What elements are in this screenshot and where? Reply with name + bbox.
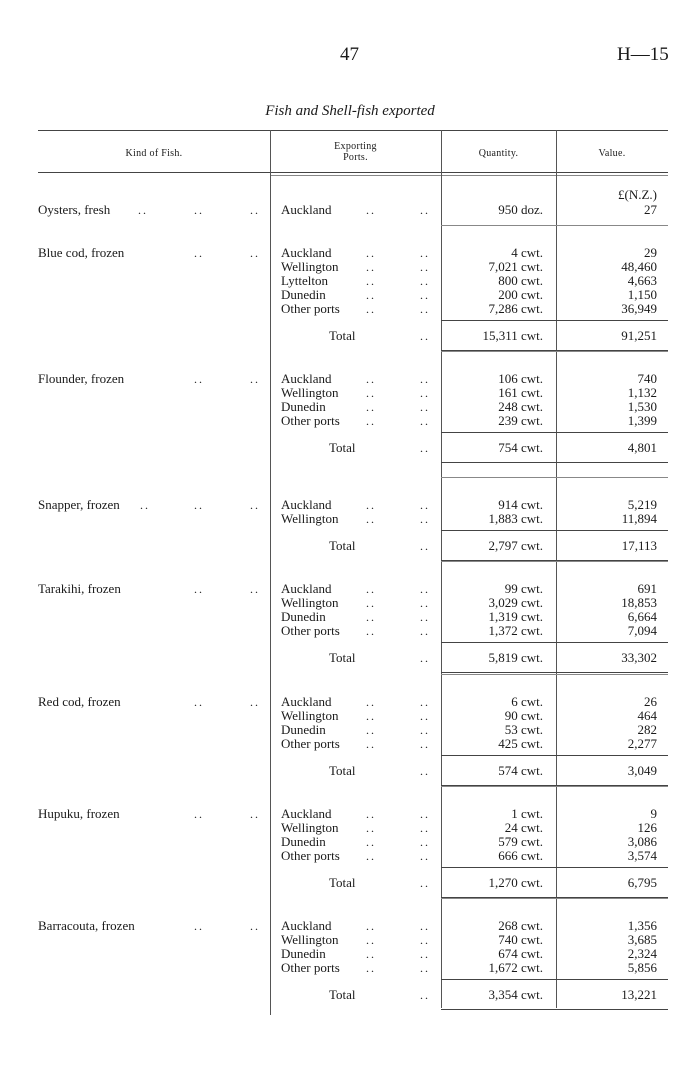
port-leader-dots: .. xyxy=(420,596,430,610)
value-cell: 691 xyxy=(637,581,657,596)
port-leader-dots: .. xyxy=(420,919,430,933)
quantity-cell: 99 cwt. xyxy=(504,581,543,596)
total-leader-dots: .. xyxy=(420,876,430,890)
column-separator-quantity xyxy=(441,130,442,1008)
value-cell: 126 xyxy=(637,820,657,835)
group-top-rule xyxy=(441,225,668,226)
quantity-cell: 800 cwt. xyxy=(498,273,543,288)
value-cell: 36,949 xyxy=(621,301,657,316)
port-name: Dunedin xyxy=(281,946,326,961)
port-name: Wellington xyxy=(281,932,339,947)
total-top-rule xyxy=(441,755,668,756)
port-leader-dots: .. xyxy=(366,582,376,596)
value-cell: 11,894 xyxy=(621,511,657,526)
quantity-cell: 7,286 cwt. xyxy=(488,301,543,316)
total-quantity: 1,270 cwt. xyxy=(488,875,543,890)
value-cell: 1,132 xyxy=(627,385,657,400)
port-leader-dots: .. xyxy=(420,582,430,596)
quantity-cell: 1,372 cwt. xyxy=(488,623,543,638)
column-heading-kind: Kind of Fish. xyxy=(125,148,183,159)
quantity-cell: 6 cwt. xyxy=(511,694,543,709)
total-leader-dots: .. xyxy=(420,539,430,553)
port-leader-dots: .. xyxy=(366,933,376,947)
kind-leader-dots: .. xyxy=(194,695,204,709)
quantity-cell: 3,029 cwt. xyxy=(488,595,543,610)
kind-leader-dots: .. xyxy=(250,498,260,512)
port-leader-dots: .. xyxy=(366,961,376,975)
table-top-rule xyxy=(38,130,668,131)
total-quantity: 754 cwt. xyxy=(498,440,543,455)
port-leader-dots: .. xyxy=(366,709,376,723)
kind-leader-dots: .. xyxy=(250,372,260,386)
total-value: 91,251 xyxy=(621,328,657,343)
port-name: Other ports xyxy=(281,848,340,863)
value-cell: 1,399 xyxy=(627,413,657,428)
total-label: Total xyxy=(329,875,356,890)
port-leader-dots: .. xyxy=(366,919,376,933)
port-leader-dots: .. xyxy=(420,947,430,961)
port-leader-dots: .. xyxy=(366,947,376,961)
port-leader-dots: .. xyxy=(420,372,430,386)
kind-leader-dots: .. xyxy=(194,203,204,217)
port-name: Other ports xyxy=(281,736,340,751)
value-cell: 3,685 xyxy=(627,932,657,947)
kind-leader-dots: .. xyxy=(250,695,260,709)
column-separator-value xyxy=(556,130,557,1008)
value-cell: 3,086 xyxy=(627,834,657,849)
quantity-cell: 425 cwt. xyxy=(498,736,543,751)
quantity-cell: 950 doz. xyxy=(498,202,543,217)
total-leader-dots: .. xyxy=(420,329,430,343)
port-leader-dots: .. xyxy=(420,400,430,414)
port-leader-dots: .. xyxy=(366,400,376,414)
total-value: 33,302 xyxy=(621,650,657,665)
port-leader-dots: .. xyxy=(420,386,430,400)
port-leader-dots: .. xyxy=(366,288,376,302)
port-name: Wellington xyxy=(281,595,339,610)
port-leader-dots: .. xyxy=(420,302,430,316)
quantity-cell: 90 cwt. xyxy=(504,708,543,723)
document-reference: H—15 xyxy=(617,44,669,65)
total-quantity: 5,819 cwt. xyxy=(488,650,543,665)
total-leader-dots: .. xyxy=(420,441,430,455)
total-quantity: 2,797 cwt. xyxy=(488,538,543,553)
kind-leader-dots: .. xyxy=(250,919,260,933)
value-cell: 5,219 xyxy=(627,497,657,512)
port-name: Auckland xyxy=(281,497,332,512)
port-name: Auckland xyxy=(281,245,332,260)
total-label: Total xyxy=(329,763,356,778)
port-leader-dots: .. xyxy=(420,246,430,260)
port-leader-dots: .. xyxy=(420,498,430,512)
port-leader-dots: .. xyxy=(366,610,376,624)
port-leader-dots: .. xyxy=(366,274,376,288)
quantity-cell: 24 cwt. xyxy=(504,820,543,835)
port-leader-dots: .. xyxy=(366,723,376,737)
quantity-cell: 200 cwt. xyxy=(498,287,543,302)
port-name: Dunedin xyxy=(281,609,326,624)
group-top-rule xyxy=(441,786,668,787)
port-leader-dots: .. xyxy=(420,414,430,428)
port-leader-dots: .. xyxy=(366,512,376,526)
port-leader-dots: .. xyxy=(420,610,430,624)
port-name: Wellington xyxy=(281,820,339,835)
quantity-cell: 740 cwt. xyxy=(498,932,543,947)
quantity-cell: 1,883 cwt. xyxy=(488,511,543,526)
kind-leader-dots: .. xyxy=(194,246,204,260)
value-cell: 26 xyxy=(644,694,657,709)
port-leader-dots: .. xyxy=(366,737,376,751)
port-leader-dots: .. xyxy=(420,260,430,274)
column-heading-value: Value. xyxy=(598,148,626,159)
total-bottom-rule xyxy=(441,672,668,673)
port-name: Other ports xyxy=(281,301,340,316)
value-cell: 3,574 xyxy=(627,848,657,863)
port-leader-dots: .. xyxy=(366,203,376,217)
total-leader-dots: .. xyxy=(420,651,430,665)
total-top-rule xyxy=(441,530,668,531)
quantity-cell: 1,319 cwt. xyxy=(488,609,543,624)
kind-leader-dots: .. xyxy=(138,203,148,217)
port-name: Auckland xyxy=(281,806,332,821)
value-cell: 9 xyxy=(650,806,657,821)
value-cell: 464 xyxy=(637,708,657,723)
value-cell: 48,460 xyxy=(621,259,657,274)
quantity-cell: 248 cwt. xyxy=(498,399,543,414)
column-heading-ports-line2: Ports. xyxy=(343,152,368,163)
group-top-rule xyxy=(441,351,668,352)
port-leader-dots: .. xyxy=(366,835,376,849)
port-leader-dots: .. xyxy=(420,933,430,947)
port-leader-dots: .. xyxy=(420,723,430,737)
quantity-cell: 1,672 cwt. xyxy=(488,960,543,975)
value-cell: 740 xyxy=(637,371,657,386)
total-bottom-rule xyxy=(441,1009,668,1010)
fish-kind: Flounder, frozen xyxy=(38,371,125,386)
port-leader-dots: .. xyxy=(366,498,376,512)
port-leader-dots: .. xyxy=(366,386,376,400)
quantity-cell: 7,021 cwt. xyxy=(488,259,543,274)
value-cell: 5,856 xyxy=(627,960,657,975)
header-bottom-rule-2 xyxy=(270,175,668,176)
value-cell: 7,094 xyxy=(627,623,657,638)
port-leader-dots: .. xyxy=(420,288,430,302)
total-quantity: 3,354 cwt. xyxy=(488,987,543,1002)
port-name: Dunedin xyxy=(281,722,326,737)
quantity-cell: 914 cwt. xyxy=(498,497,543,512)
value-cell: 4,663 xyxy=(627,273,657,288)
port-name: Wellington xyxy=(281,385,339,400)
port-name: Other ports xyxy=(281,960,340,975)
quantity-cell: 106 cwt. xyxy=(498,371,543,386)
kind-leader-dots: .. xyxy=(250,807,260,821)
value-cell: 6,664 xyxy=(627,609,657,624)
port-leader-dots: .. xyxy=(420,835,430,849)
value-cell: 2,277 xyxy=(627,736,657,751)
port-leader-dots: .. xyxy=(420,807,430,821)
fish-kind: Blue cod, frozen xyxy=(38,245,125,260)
value-cell: 29 xyxy=(644,245,657,260)
total-top-rule xyxy=(441,979,668,980)
port-name: Dunedin xyxy=(281,399,326,414)
total-top-rule xyxy=(441,867,668,868)
total-top-rule xyxy=(441,320,668,321)
port-name: Auckland xyxy=(281,202,332,217)
port-name: Auckland xyxy=(281,581,332,596)
port-name: Auckland xyxy=(281,694,332,709)
quantity-cell: 579 cwt. xyxy=(498,834,543,849)
kind-leader-dots: .. xyxy=(250,246,260,260)
group-top-rule xyxy=(441,898,668,899)
port-name: Auckland xyxy=(281,918,332,933)
group-top-rule xyxy=(441,674,668,675)
port-leader-dots: .. xyxy=(366,807,376,821)
total-label: Total xyxy=(329,538,356,553)
header-bottom-rule xyxy=(38,172,668,173)
quantity-cell: 161 cwt. xyxy=(498,385,543,400)
port-name: Lyttelton xyxy=(281,273,328,288)
total-label: Total xyxy=(329,440,356,455)
kind-leader-dots: .. xyxy=(140,498,150,512)
total-value: 6,795 xyxy=(627,875,657,890)
port-name: Dunedin xyxy=(281,287,326,302)
fish-kind: Snapper, frozen xyxy=(38,497,120,512)
port-leader-dots: .. xyxy=(366,596,376,610)
quantity-cell: 1 cwt. xyxy=(511,806,543,821)
port-leader-dots: .. xyxy=(420,737,430,751)
quantity-cell: 268 cwt. xyxy=(498,918,543,933)
port-leader-dots: .. xyxy=(366,302,376,316)
port-name: Other ports xyxy=(281,623,340,638)
kind-leader-dots: .. xyxy=(250,582,260,596)
total-bottom-rule xyxy=(441,462,668,463)
total-label: Total xyxy=(329,328,356,343)
column-heading-quantity: Quantity. xyxy=(478,148,519,159)
page-number: 47 xyxy=(340,44,359,65)
total-leader-dots: .. xyxy=(420,764,430,778)
kind-leader-dots: .. xyxy=(194,372,204,386)
total-value: 4,801 xyxy=(627,440,657,455)
total-quantity: 574 cwt. xyxy=(498,763,543,778)
quantity-cell: 53 cwt. xyxy=(504,722,543,737)
port-leader-dots: .. xyxy=(420,274,430,288)
currency-label: £(N.Z.) xyxy=(618,187,657,202)
port-leader-dots: .. xyxy=(366,260,376,274)
group-top-rule xyxy=(441,561,668,562)
value-cell: 1,356 xyxy=(627,918,657,933)
port-leader-dots: .. xyxy=(366,849,376,863)
value-cell: 282 xyxy=(637,722,657,737)
port-leader-dots: .. xyxy=(420,624,430,638)
value-cell: 1,150 xyxy=(627,287,657,302)
total-leader-dots: .. xyxy=(420,988,430,1002)
port-leader-dots: .. xyxy=(420,961,430,975)
port-leader-dots: .. xyxy=(420,709,430,723)
port-name: Dunedin xyxy=(281,834,326,849)
value-cell: 2,324 xyxy=(627,946,657,961)
quantity-cell: 674 cwt. xyxy=(498,946,543,961)
port-leader-dots: .. xyxy=(366,372,376,386)
quantity-cell: 4 cwt. xyxy=(511,245,543,260)
fish-kind: Oysters, fresh xyxy=(38,202,111,217)
port-leader-dots: .. xyxy=(420,849,430,863)
total-quantity: 15,311 cwt. xyxy=(482,328,543,343)
port-leader-dots: .. xyxy=(420,695,430,709)
total-top-rule xyxy=(441,642,668,643)
fish-kind: Hupuku, frozen xyxy=(38,806,120,821)
total-value: 3,049 xyxy=(627,763,657,778)
port-leader-dots: .. xyxy=(366,246,376,260)
group-top-rule xyxy=(441,477,668,478)
total-value: 17,113 xyxy=(621,538,657,553)
value-cell: 27 xyxy=(644,202,657,217)
kind-leader-dots: .. xyxy=(194,498,204,512)
value-cell: 18,853 xyxy=(621,595,657,610)
total-label: Total xyxy=(329,987,356,1002)
quantity-cell: 666 cwt. xyxy=(498,848,543,863)
total-top-rule xyxy=(441,432,668,433)
total-value: 13,221 xyxy=(621,987,657,1002)
port-name: Auckland xyxy=(281,371,332,386)
port-leader-dots: .. xyxy=(366,414,376,428)
fish-kind: Barracouta, frozen xyxy=(38,918,135,933)
port-name: Wellington xyxy=(281,708,339,723)
fish-kind: Red cod, frozen xyxy=(38,694,121,709)
port-name: Other ports xyxy=(281,413,340,428)
port-leader-dots: .. xyxy=(366,821,376,835)
port-leader-dots: .. xyxy=(420,821,430,835)
port-leader-dots: .. xyxy=(420,203,430,217)
port-name: Wellington xyxy=(281,511,339,526)
port-leader-dots: .. xyxy=(366,695,376,709)
kind-leader-dots: .. xyxy=(194,919,204,933)
value-cell: 1,530 xyxy=(627,399,657,414)
total-label: Total xyxy=(329,650,356,665)
column-heading-ports-line1: Exporting xyxy=(334,141,377,152)
column-separator-ports xyxy=(270,130,271,1015)
port-leader-dots: .. xyxy=(420,512,430,526)
kind-leader-dots: .. xyxy=(194,582,204,596)
port-leader-dots: .. xyxy=(366,624,376,638)
kind-leader-dots: .. xyxy=(250,203,260,217)
fish-kind: Tarakihi, frozen xyxy=(38,581,121,596)
table-title: Fish and Shell-fish exported xyxy=(265,103,435,119)
kind-leader-dots: .. xyxy=(194,807,204,821)
port-name: Wellington xyxy=(281,259,339,274)
quantity-cell: 239 cwt. xyxy=(498,413,543,428)
